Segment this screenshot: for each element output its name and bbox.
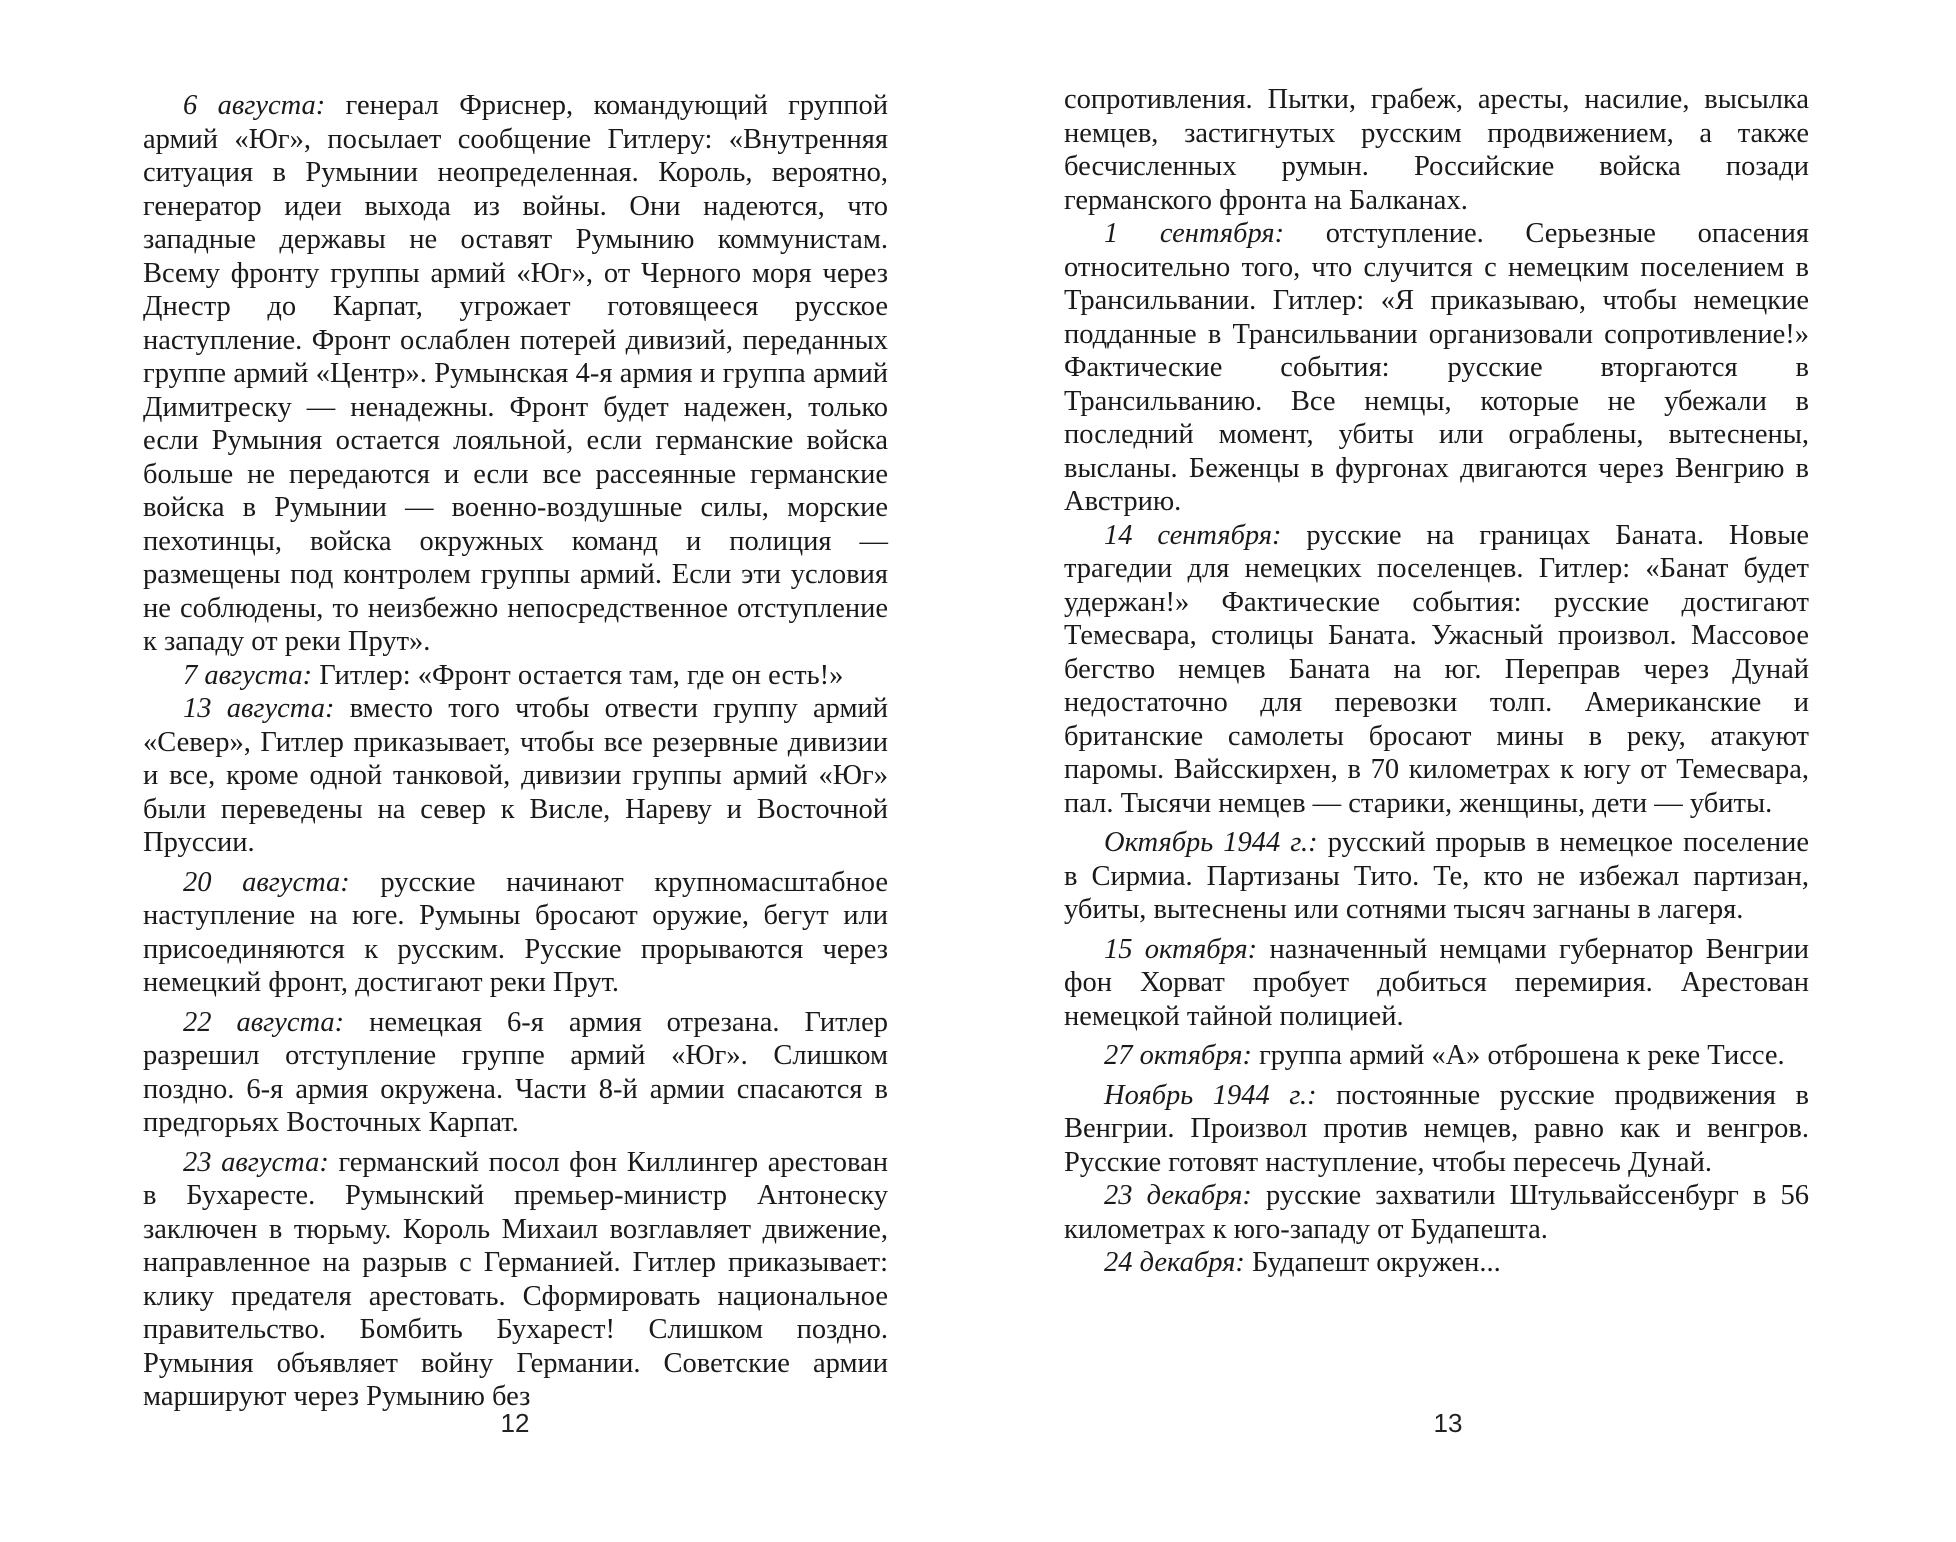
entry-paragraph [1064, 217, 1809, 519]
entry-text: генерал Фриснер, командующий группой армий «Юг», посылает сообщение Гитлеру: «Внутренняя ситуация в Румынии неопределенная. Король, вероятно, генератор идеи выхода из войны. Они надеются, что западные державы не оставят Румынию коммунистам. Всему фронту группы армий «Юг», от Черного моря через Днестр до Карпат, угрожает готовящееся русское наступление. Фронт ослаблен потерей дивизий, переданных группе армий «Центр». Румынская 4-я армия и группа армий Димитреску — ненадежны. Фронт будет надежен, только если Румыния остается лояльной, если германские войска больше не передаются и если все рассеянные германские войска в Румынии — военно-воздушные силы, морские пехотинцы, войска окружных команд и полиция — размещены под контролем группы армий. Если эти условия не соблюдены, то неизбежно непосредственное отступление к западу от реки Прут». [143, 90, 889, 657]
entry-text: русские захватили Штульвайссенбург в 56 километрах к юго-западу от Будапешта. [1064, 1180, 1809, 1245]
entry-text: назначенный немцами губернатор Венгрии фон Хорват пробует добиться перемирия. Арестован немецкой тайной полицией. [1064, 933, 1809, 1032]
right-page [978, 0, 1956, 1542]
entry-date: 23 декабря: [1104, 1180, 1252, 1211]
entry-text: отступление. Серьезные опасения относительно того, что случится с немецким поселением в Трансильвании. Гитлер: «Я приказываю, чтобы немецкие подданные в Трансильвании организовали сопротивление!» Фактические события: русские вторгаются в Трансильванию. Все немцы, которые не убежали в последний момент, убиты или ограблены, вытеснены, высланы. Беженцы в фургонах двигаются через Венгрию в Австрию. [1064, 218, 1810, 517]
entry-date: 1 сентября: [1104, 218, 1285, 249]
entry-date: 27 октября: [1104, 1040, 1252, 1071]
entry-text: вместо того чтобы отвести группу армий «Север», Гитлер приказывает, чтобы все резервные дивизии и все, кроме одной танковой, дивизии группы армий «Юг» были переведены на север к Висле, Нареву и Восточной Пруссии. [143, 693, 888, 858]
entry-paragraph [143, 1146, 888, 1414]
entry-date: 22 августа: [183, 1006, 345, 1038]
page-number: 13 [1433, 1408, 1463, 1438]
entry-date: 14 сентября: [1104, 519, 1282, 551]
page-number: 12 [500, 1408, 530, 1438]
entry-date: 20 августа: [183, 866, 350, 898]
entry-date: 13 августа: [183, 693, 335, 724]
entry-paragraph [143, 692, 888, 860]
right-page-body [1064, 83, 1809, 1280]
entry-date: 6 августа: [183, 90, 326, 121]
entry-paragraph [1064, 1079, 1809, 1180]
entry-paragraph [143, 89, 888, 659]
entry-text: постоянные русские продвижения в Венгрии. Произвол против немцев, равно как и венгров. Русские готовят наступление, чтобы пересечь Дунай. [1064, 1079, 1809, 1178]
entry-text: русские начинают крупномасштабное наступление на юге. Румыны бросают оружие, бегут или присоединяются к русским. Русские прорываются через немецкий фронт, достигают реки Прут. [143, 866, 888, 998]
entry-text: германский посол фон Киллингер арестован в Бухаресте. Румынский премьер-министр Антонеску заключен в тюрьму. Король Михаил возглавляет движение, направленное на разрыв с Германией. Гитлер приказывает: клику предателя арестовать. Сформировать национальное правительство. Бомбить Бухарест! Слишком поздно. Румыния объявляет войну Германии. Советские армии маршируют через Румынию без [143, 1146, 888, 1412]
entry-paragraph [1064, 1246, 1809, 1280]
entry-paragraph [1064, 1179, 1809, 1246]
entry-text: русский прорыв в немецкое поселение в Сирмиа. Партизаны Тито. Те, кто не избежал партизан, убиты, вытеснены или сотнями тысяч загнаны в лагеря. [1064, 827, 1809, 925]
entry-date: 24 декабря: [1104, 1247, 1245, 1278]
entry-text: немецкая 6-я армия отрезана. Гитлер разрешил отступление группе армий «Юг». Слишком поздно. 6-я армия окружена. Части 8-й армии спасаются в предгорьях Восточных Карпат. [143, 1006, 888, 1138]
entry-date: 15 октября: [1104, 933, 1258, 965]
entry-date: 23 августа: [183, 1146, 329, 1178]
entry-date: Ноябрь 1944 г.: [1104, 1079, 1317, 1111]
entry-date: Октябрь 1944 г.: [1104, 827, 1318, 858]
entry-paragraph [1064, 933, 1809, 1034]
entry-paragraph [143, 1006, 888, 1140]
entry-date: 7 августа: [183, 659, 313, 691]
entry-text: группа армий «А» отброшена к реке Тиссе. [1251, 1040, 1785, 1071]
entry-paragraph [143, 659, 888, 693]
entry-paragraph [143, 866, 888, 1000]
entry-text: Будапешт окружен... [1244, 1247, 1501, 1278]
entry-text: русские на границах Баната. Новые трагедии для немецких поселенцев. Гитлер: «Банат будет удержан!» Фактические события: русские достигают Темесвара, столицы Баната. Ужасный произвол. Массовое бегство немцев Баната на юг. Переправ через Дунай недостаточно для перевозки толп. Американские и британские самолеты бросают мины в реку, атакуют паромы. Вайсскирхен, в 70 километрах к югу от Темесвара, пал. Тысячи немцев — старики, женщины, дети — убиты. [1064, 519, 1809, 819]
entry-paragraph [1064, 826, 1809, 927]
entry-paragraph [1064, 1039, 1809, 1073]
entry-paragraph [1064, 519, 1809, 821]
entry-text: Гитлер: «Фронт остается там, где он есть!» [312, 659, 844, 691]
continued-paragraph: сопротивления. Пытки, грабеж, аресты, насилие, высылка немцев, застигнутых русским продвижением, а также бесчисленных румын. Российские войска позади германского фронта на Балканах. [1064, 84, 1809, 216]
left-page-body [143, 83, 888, 1414]
